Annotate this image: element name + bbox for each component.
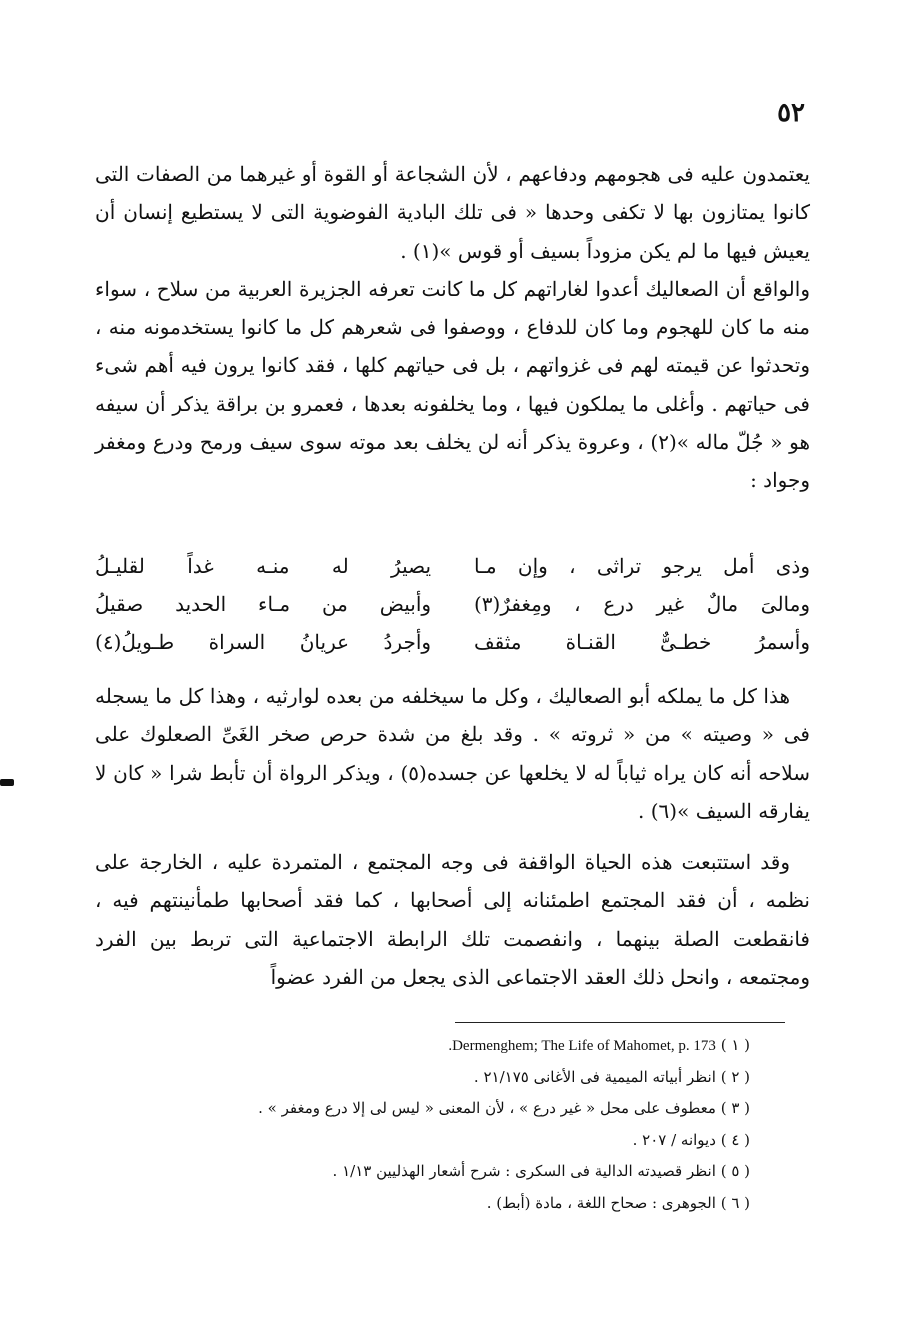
verse-first-hemistich: وذى أمل يرجو تراثى ، وإن مـا — [473, 554, 810, 578]
footnote-number: ( ٥ ) — [720, 1162, 750, 1180]
verse-first-hemistich: ومالىَ مالٌ غير درع ، ومِغفرٌ(٣) — [473, 592, 810, 616]
footnote-text: انظر أبياته الميمية فى الأغانى ٢١/١٧٥ . — [473, 1067, 716, 1086]
paragraph: هذا كل ما يملكه أبو الصعاليك ، وكل ما سيخلفه من بعده لوارثيه ، وهذا كل ما يسجله فى « وصيته » من « ثروته » . وقد بلغ من شدة حرص صخر الغَىِّ الصعلوك على سلاحه أنه كان يراه ثياباً له لا يخلعها عن جسده(٥) ، ويذكر الرواة أن تأبط شرا « كان لا يفارقه السيف »(٦) . — [95, 684, 811, 823]
footnote-text: معطوف على محل « غير درع » ، لأن المعنى « ليس لى إلا درع ومغفر » . — [258, 1099, 716, 1117]
page-number: ٥٢ — [777, 98, 805, 128]
footnote-number: ( ٢ ) — [720, 1067, 750, 1086]
body-text-bottom — [95, 843, 810, 996]
footnote-number: ( ٤ ) — [720, 1130, 750, 1149]
poem-verse — [95, 547, 810, 585]
footnote — [170, 1188, 750, 1220]
footnote — [170, 1030, 750, 1062]
verse-second-hemistich: وأجردُ عريانُ السراة طـويلُ(٤) — [95, 630, 432, 654]
paragraph: يعتمدون عليه فى هجومهم ودفاعهم ، لأن الشجاعة أو القوة أو غيرهما من الصفات التى كانوا يمتازون بها لا تكفى وحدها « فى تلك البادية الفوضوية التى لا يستطيع إنسان أن يعيش فيها ما لم يكن مزوداً بسيف أو قوس »(١) . — [95, 162, 810, 263]
paragraph: والواقع أن الصعاليك أعدوا لغاراتهم كل ما كانت تعرفه الجزيرة العربية من سلاح ، سواء منه ما كان للهجوم وما كان للدفاع ، ووصفوا فى شعرهم كل ما كانوا يستخدمونه منه ، وتحدثوا عن قيمته لهم فى غزواتهم ، بل فى حياتهم كلها ، فقد كانوا يرون فيه أهم شىء فى حياتهم . وأغلى ما يملكون فيها ، وما يخلفونه بعدها ، فعمرو بن براقة يذكر أن سيفه هو « جُلّ ماله »(٢) ، وعروة يذكر أنه لن يخلف بعد موته سوى سيف ورمح ودرع ومغفر وجواد : — [95, 276, 810, 493]
footnote — [170, 1125, 750, 1157]
poem-verse — [95, 585, 810, 623]
verse-second-hemistich: وأبيض من مـاء الحديد صقيلُ — [95, 592, 432, 616]
footnote-text: Dermenghem; The Life of Mahomet, p. 173. — [448, 1038, 716, 1054]
footnote-text: الجوهرى : صحاح اللغة ، مادة (أبط) . — [486, 1193, 716, 1212]
body-text-middle — [95, 677, 810, 830]
paragraph: وقد استتبعت هذه الحياة الواقفة فى وجه المجتمع ، المتمردة عليه ، الخارجة على نظمه ، أن فقد المجتمع اطمئنانه إلى أصحابها ، كما فقد أصحابها طمأنينتهم فيه ، فانقطعت الصلة بينهما ، وانفصمت تلك الرابطة الاجتماعية التى تربط بين الفرد ومجتمعه ، وانحل ذلك العقد الاجتماعى الذى يجعل من الفرد عضواً — [95, 850, 810, 989]
footnote — [170, 1093, 750, 1125]
footnote-number: ( ٦ ) — [720, 1193, 750, 1212]
poem-verse — [95, 623, 810, 661]
footnote-divider — [455, 1022, 785, 1023]
footnote — [170, 1156, 750, 1188]
footnote — [170, 1062, 750, 1094]
verse-second-hemistich: يصيرُ له منـه غداً لقليـلُ — [95, 554, 432, 578]
verse-first-hemistich: وأسمرُ خطـىٌّ القنـاة مثقف — [473, 630, 810, 654]
footnote-text: انظر قصيدته الدالية فى السكرى : شرح أشعار الهذليين ١/١٣ . — [332, 1162, 716, 1180]
footnote-number: ( ١ ) — [720, 1036, 750, 1054]
poem — [95, 547, 810, 661]
body-text-top — [95, 155, 810, 500]
margin-mark — [0, 779, 14, 786]
footnotes — [170, 1030, 750, 1219]
footnote-text: ديوانه / ٢٠٧ . — [632, 1130, 716, 1149]
footnote-number: ( ٣ ) — [720, 1099, 750, 1117]
